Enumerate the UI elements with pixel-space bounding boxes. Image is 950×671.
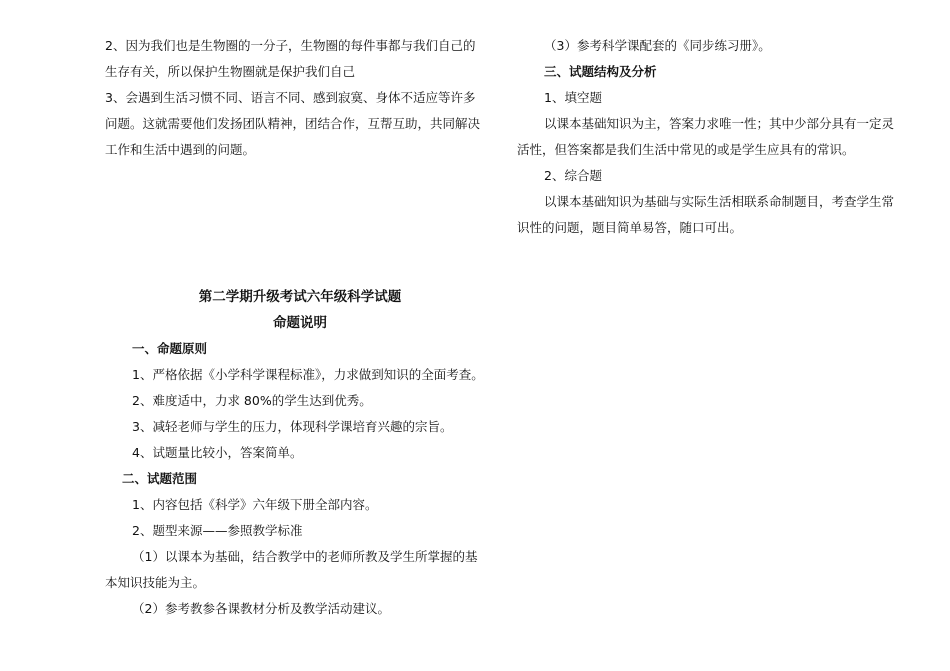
text-line: 工作和生活中遇到的问题。: [105, 142, 256, 157]
list-item: （1）以课本为基础，结合教学中的老师所教及学生所掌握的基: [132, 549, 478, 564]
text-line: 3、会遇到生活习惯不同、语言不同、感到寂寞、身体不适应等许多: [105, 90, 476, 105]
list-item: 2、题型来源——参照教学标准: [132, 523, 303, 538]
answer-block: [105, 33, 495, 163]
section-heading: 二、试题范围: [122, 471, 198, 486]
text-line: 生存有关，所以保护生物圈就是保护我们自己: [105, 64, 356, 79]
paragraph-line: 以课本基础知识为基础与实际生活相联系命制题目，考查学生常: [544, 194, 895, 209]
paragraph-line: 识性的问题，题目简单易答，随口可出。: [517, 220, 743, 235]
list-item: 2、难度适中，力求 80%的学生达到优秀。: [132, 393, 372, 408]
exam-description-continued: [517, 33, 910, 241]
list-item: 1、填空题: [544, 90, 602, 105]
list-item: 4、试题量比较小，答案简单。: [132, 445, 303, 460]
list-item: 1、严格依据《小学科学课程标准》，力求做到知识的全面考查。: [132, 367, 484, 382]
list-item: 本知识技能为主。: [105, 575, 206, 590]
doc-subtitle: 命题说明: [273, 315, 327, 331]
text-line: 问题。这就需要他们发扬团队精神，团结合作，互帮互助，共同解决: [105, 116, 481, 131]
list-item: （2）参考教参各课教材分析及教学活动建议。: [132, 601, 390, 616]
list-item: （3）参考科学课配套的《同步练习册》。: [544, 38, 771, 53]
paragraph-line: 活性，但答案都是我们生活中常见的或是学生应具有的常识。: [517, 142, 855, 157]
list-item: 2、综合题: [544, 168, 602, 183]
section-heading: 一、命题原则: [132, 341, 208, 356]
text-line: 2、因为我们也是生物圈的一分子，生物圈的每件事都与我们自己的: [105, 38, 476, 53]
list-item: 1、内容包括《科学》六年级下册全部内容。: [132, 497, 378, 512]
section-heading: 三、试题结构及分析: [544, 64, 657, 79]
doc-title: 第二学期升级考试六年级科学试题: [198, 289, 402, 305]
exam-description: [105, 284, 495, 622]
paragraph-line: 以课本基础知识为主，答案力求唯一性；其中少部分具有一定灵: [544, 116, 895, 131]
list-item: 3、减轻老师与学生的压力，体现科学课培育兴趣的宗旨。: [132, 419, 453, 434]
